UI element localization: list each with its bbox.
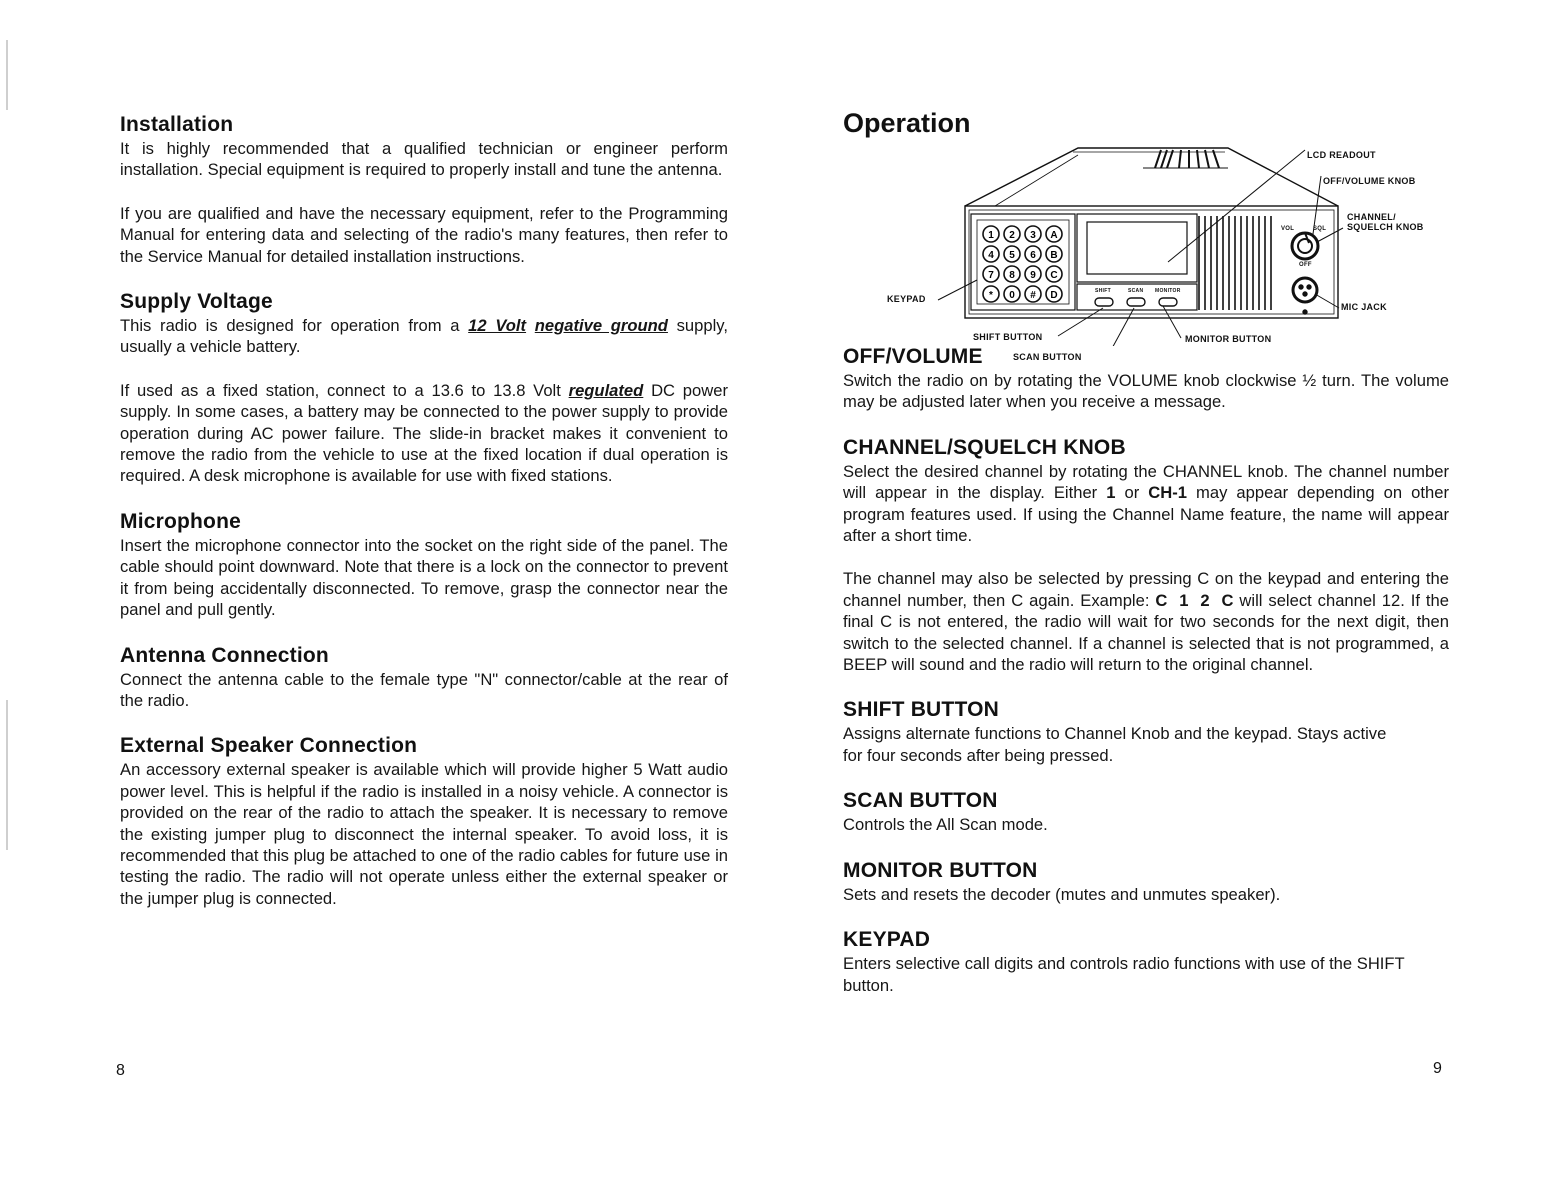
emphasis-regulated: regulated xyxy=(568,380,644,400)
panel-label-scan: SCAN xyxy=(1128,288,1144,294)
keypad-key-label: 4 xyxy=(988,250,994,261)
emphasis-negative-ground: negative ground xyxy=(534,316,668,336)
keypad-key-label: 7 xyxy=(988,270,994,281)
text-run: DC power supply. In some cases, a battery may be connected to the power supply to provide operation during AC power failure. The slide-in bracket makes it convenient to remove the radio from the vehicle to use at the fixed location if dual operation is required. A desk microphone is available for use with fixed stations. xyxy=(120,380,728,486)
keypad-key-label: 6 xyxy=(1030,250,1036,261)
text-run: supply, usually a vehicle battery. xyxy=(120,316,728,357)
panel-label-off: OFF xyxy=(1299,262,1312,268)
keypad-heading: KEYPAD xyxy=(843,928,931,952)
text-run xyxy=(526,316,535,335)
page-number-right: 9 xyxy=(1433,1060,1442,1077)
panel-label-vol: VOL xyxy=(1281,226,1295,232)
panel-label-sql: SQL xyxy=(1313,226,1327,232)
callout-lcd-readout: LCD READOUT xyxy=(1307,150,1376,160)
callout-channel-squelch-knob: CHANNEL/ SQUELCH KNOB xyxy=(1347,212,1424,232)
shift-button-heading: SHIFT BUTTON xyxy=(843,698,1000,722)
text-run: may appear depending on other program features used. If using the Channel Name feature, the name will appear after a short time. xyxy=(843,483,1449,546)
callout-shift-button: SHIFT BUTTON xyxy=(973,332,1043,342)
supply-voltage-heading: Supply Voltage xyxy=(120,290,273,314)
keypad-key-label: 1 xyxy=(988,230,994,241)
callout-scan-button: SCAN BUTTON xyxy=(1013,352,1082,362)
keypad-key-label: 5 xyxy=(1009,250,1015,261)
installation-paragraph-2: If you are qualified and have the necessary equipment, refer to the Programming Manual for entering data and selecting of the radio's many features, then refer to the Service Manual for detailed installation instructions. xyxy=(120,203,728,266)
text-run: If used as a fixed station, connect to a 13.6 to 13.8 Volt xyxy=(120,380,569,400)
supply-voltage-paragraph-1 xyxy=(120,315,728,358)
callout-mic-jack: MIC JACK xyxy=(1341,302,1387,312)
operation-title: Operation xyxy=(843,108,971,138)
text-run: will select channel 12. If the final C is not entered, the radio will wait for two seconds for the next digit, then switch to the selected channel. If a channel is selected that is not programmed, a BEEP will sound and the radio will return to the original channel. xyxy=(843,590,1449,675)
antenna-paragraph: Connect the antenna cable to the female type "N" connector/cable at the rear of the radio. xyxy=(120,669,728,710)
keypad-key-label: C xyxy=(1050,270,1058,281)
emphasis-1: 1 xyxy=(1106,483,1116,503)
keypad-key-label: 9 xyxy=(1030,270,1036,281)
text-run: The channel may also be selected by pressing C on the keypad and entering the channel number, then C again. Example: xyxy=(843,569,1449,610)
keypad-key-label: 8 xyxy=(1009,270,1015,281)
supply-voltage-paragraph-2 xyxy=(120,380,728,487)
keypad-paragraph: Enters selective call digits and controls radio functions with use of the SHIFT button. xyxy=(843,954,1405,995)
keypad-key-label: * xyxy=(989,290,993,301)
keypad-key-label: D xyxy=(1050,290,1058,301)
scan-button-paragraph: Controls the All Scan mode. xyxy=(843,815,1048,835)
microphone-heading: Microphone xyxy=(120,509,241,533)
monitor-button-heading: MONITOR BUTTON xyxy=(843,858,1038,882)
keypad-key-label: A xyxy=(1050,230,1058,241)
scan-button-heading: SCAN BUTTON xyxy=(843,789,998,813)
example-sequence: C 1 2 C xyxy=(1155,590,1234,610)
scan-margin-mark xyxy=(6,40,8,110)
text-run: Select the desired channel by rotating the CHANNEL knob. The channel number will appear in the display. Either xyxy=(843,461,1449,503)
installation-paragraph-1: It is highly recommended that a qualified technician or engineer perform installation. Special equipment is required to properly install and tune the antenna. xyxy=(120,139,728,180)
keypad-key-label: 3 xyxy=(1030,230,1036,241)
callout-off-volume-knob: OFF/VOLUME KNOB xyxy=(1323,176,1416,186)
external-speaker-heading: External Speaker Connection xyxy=(120,734,418,758)
channel-squelch-paragraph-2 xyxy=(843,568,1449,675)
microphone-paragraph: Insert the microphone connector into the socket on the right side of the panel. The cable should point downward. Note that there is a lock on the connector to prevent it from being accidentally disconnected. To remove, grasp the connector near the panel and pull gently. xyxy=(120,535,728,620)
panel-label-shift: SHIFT xyxy=(1095,288,1111,294)
panel-label-monitor: MONITOR xyxy=(1155,288,1181,294)
text-run: or xyxy=(1115,483,1149,503)
text-run: This radio is designed for operation from a xyxy=(120,316,469,336)
keypad-key-label: # xyxy=(1030,290,1036,301)
keypad-key-label: B xyxy=(1050,250,1058,261)
page-number-left: 8 xyxy=(116,1062,125,1079)
keypad-key-label: 0 xyxy=(1009,290,1015,301)
callout-keypad: KEYPAD xyxy=(887,294,926,304)
keypad-key-label: 2 xyxy=(1009,230,1015,241)
radio-front-panel-diagram xyxy=(843,110,1449,362)
left-page xyxy=(120,112,728,909)
off-volume-heading: OFF/VOLUME xyxy=(843,345,983,368)
scan-margin-mark xyxy=(6,700,8,850)
emphasis-12-volt: 12 Volt xyxy=(468,316,527,336)
emphasis-ch-1: CH-1 xyxy=(1148,483,1188,503)
shift-button-paragraph: Assigns alternate functions to Channel Knob and the keypad. Stays active for four seconds after being pressed. xyxy=(843,724,1387,765)
monitor-button-paragraph: Sets and resets the decoder (mutes and unmutes speaker). xyxy=(843,884,1281,904)
installation-heading: Installation xyxy=(120,113,234,136)
external-speaker-paragraph: An accessory external speaker is available which will provide higher 5 Watt audio power level. This is helpful if the radio is installed in a noisy vehicle. A connector is provided on the rear of the radio to attach the speaker. It is necessary to remove the existing jumper plug to disconnect the internal speaker. To avoid loss, it is recommended that this plug be attached to one of the radio cables for future use in testing the radio. The radio will not operate unless either the external speaker or the jumper plug is connected. xyxy=(120,760,728,908)
antenna-heading: Antenna Connection xyxy=(120,643,329,667)
callout-monitor-button: MONITOR BUTTON xyxy=(1185,334,1272,344)
channel-squelch-paragraph-1 xyxy=(843,461,1449,547)
off-volume-paragraph: Switch the radio on by rotating the VOLUME knob clockwise ½ turn. The volume may be adjusted later when you receive a message. xyxy=(843,371,1449,412)
right-page xyxy=(843,106,1449,996)
channel-squelch-heading: CHANNEL/SQUELCH KNOB xyxy=(843,435,1126,459)
